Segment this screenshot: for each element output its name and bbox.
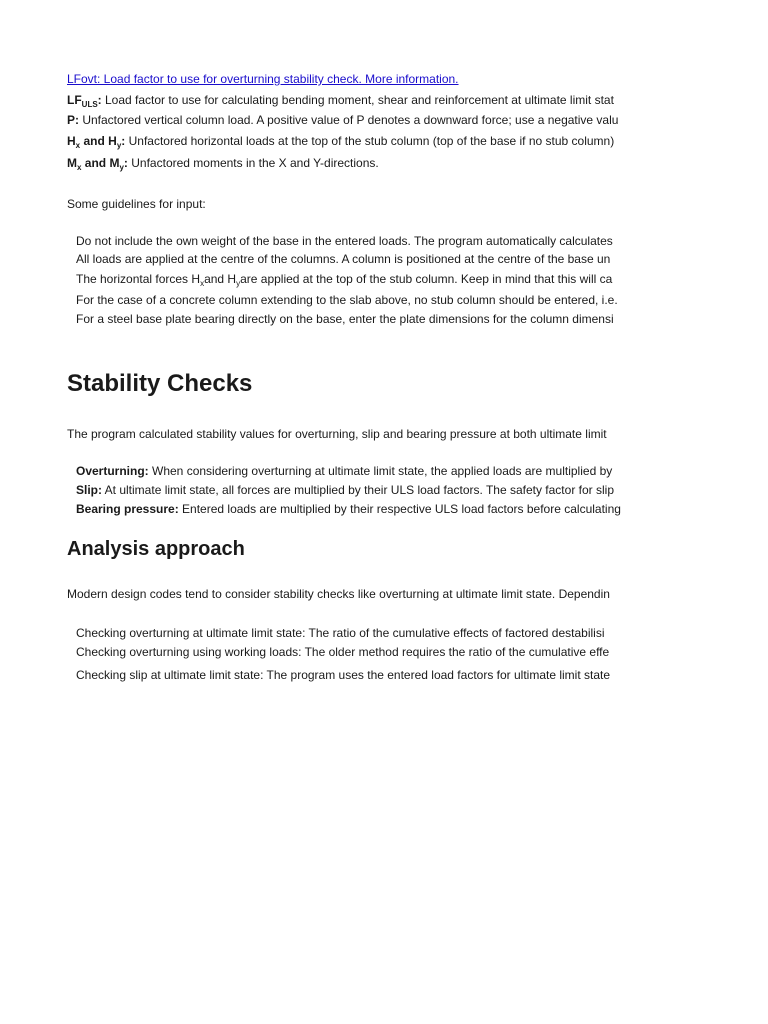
analysis-item: Checking slip at ultimate limit state: The program uses the entered load factors for ultimate limit state bbox=[76, 668, 611, 682]
def-lf-uls-text: Load factor to use for calculating bending moment, shear and reinforcement at ultimate limit stat bbox=[101, 93, 614, 107]
stability-item-bearing: Bearing pressure: Entered loads are multiplied by their respective ULS load factors before calculating bbox=[76, 502, 621, 516]
def-p bbox=[67, 112, 618, 128]
guideline-item: Do not include the own weight of the base in the entered loads. The program automatically calculates bbox=[76, 234, 613, 248]
guideline-item-horizontal: The horizontal forces $H_xand$ $H_yare$ applied at the top of the stub column. Keep in mind that this will ca bbox=[76, 272, 613, 288]
guideline-item: All loads are applied at the centre of the columns. A column is positioned at the centre of the base un bbox=[76, 252, 611, 266]
def-hx-hy-term: $H_x$ and $H_y$: bbox=[67, 134, 126, 150]
guideline-item: For the case of a concrete column extending to the slab above, no stub column should be entered, i.e. bbox=[76, 293, 618, 307]
def-p-term: P: bbox=[67, 113, 79, 127]
def-mx-my bbox=[67, 155, 379, 171]
stability-heading: Stability Checks bbox=[67, 370, 253, 397]
def-mx-my-text: Unfactored moments in the X and Y-directions. bbox=[127, 156, 379, 170]
analysis-item: Checking overturning using working loads: The older method requires the ratio of the cumulative effe bbox=[76, 645, 610, 659]
guidelines-intro: Some guidelines for input: bbox=[67, 197, 206, 211]
analysis-intro: Modern design codes tend to consider stability checks like overturning at ultimate limit state. Dependin bbox=[67, 587, 610, 601]
def-lf-uls-term: $LF_{ULS}$: bbox=[67, 93, 102, 109]
def-mx-my-term: $M_x$ and $M_y$: bbox=[67, 156, 128, 172]
analysis-item: Checking overturning at ultimate limit state: The ratio of the cumulative effects of factored destabilisi bbox=[76, 626, 605, 640]
def-hx-hy-text: Unfactored horizontal loads at the top of the stub column (top of the base if no stub column) bbox=[125, 134, 615, 148]
analysis-heading: Analysis approach bbox=[67, 538, 245, 560]
lfovt-link[interactable]: LFovt: Load factor to use for overturning stability check. More information. bbox=[67, 72, 459, 86]
def-hx-hy bbox=[67, 133, 614, 149]
def-lf-uls bbox=[67, 92, 614, 108]
guideline-item: For a steel base plate bearing directly on the base, enter the plate dimensions for the column dimensi bbox=[76, 312, 614, 326]
stability-item-overturning: Overturning: When considering overturning at ultimate limit state, the applied loads are multiplied by bbox=[76, 464, 613, 478]
def-p-text: Unfactored vertical column load. A positive value of P denotes a downward force; use a negative valu bbox=[79, 113, 619, 127]
stability-item-slip: Slip: At ultimate limit state, all forces are multiplied by their ULS load factors. The safety factor for slip bbox=[76, 483, 614, 497]
stability-intro: The program calculated stability values for overturning, slip and bearing pressure at both ultimate limit bbox=[67, 427, 607, 441]
